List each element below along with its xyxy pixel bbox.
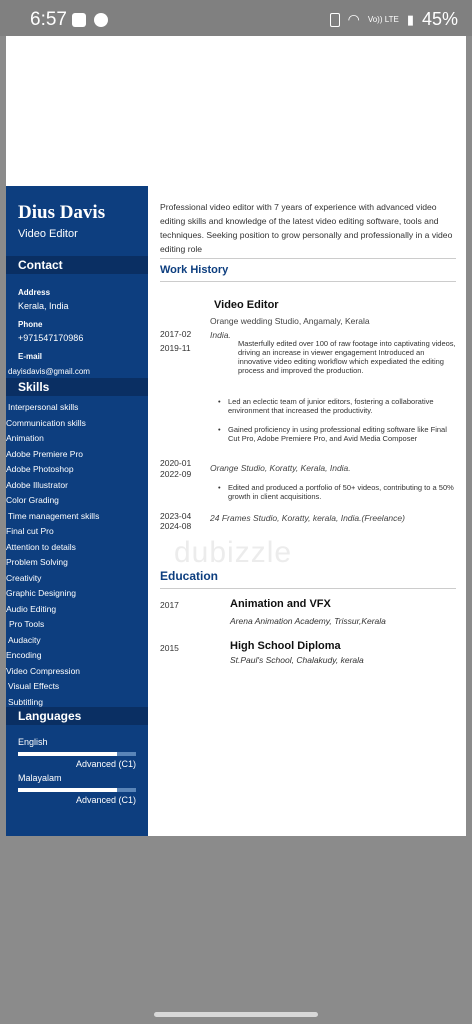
skill-item: Interpersonal skills: [8, 402, 79, 412]
resume-main: [148, 186, 466, 836]
address-value: Kerala, India: [18, 301, 69, 311]
signal-icon: ▮: [406, 11, 414, 27]
job-company: Orange Studio, Koratty, Kerala, India.: [210, 463, 351, 473]
phone-value: +971547170986: [18, 333, 84, 343]
skill-item: Visual Effects: [8, 681, 60, 691]
resume-page: [6, 36, 466, 836]
job-start-date: 2017-02: [160, 329, 192, 339]
skills-heading: Skills: [6, 378, 148, 396]
professional-summary: Professional video editor with 7 years of experience with advanced video editing skills and knowledge of the latest video editing software, tools and techniques. Seeking position to grow personally and professionally in a video editing role: [160, 202, 453, 254]
account-icon: [94, 13, 108, 27]
network-label: Vo)) LTE: [367, 15, 399, 24]
job-bullet: • Edited and produced a portfolio of 50+ videos, contributing to a 50% growth in client acquisitions.: [228, 483, 460, 501]
language-level: Advanced (C1): [75, 759, 136, 769]
skill-item: Adobe Photoshop: [6, 464, 74, 474]
skill-item: Encoding: [6, 650, 42, 660]
address-label: Address: [18, 288, 51, 297]
navigation-bar: [0, 1006, 472, 1024]
job-end-date: 2022-09: [160, 469, 192, 479]
skill-item: Communication skills: [6, 417, 86, 428]
skill-item: Problem Solving: [6, 557, 68, 567]
resume-name: Dius Davis: [18, 202, 106, 223]
education-heading: Education: [160, 569, 219, 583]
education-title: Animation and VFX: [230, 598, 331, 610]
skill-item: Color Grading: [6, 495, 59, 505]
email-value: dayisdavis@gmail.com: [8, 367, 90, 376]
skill-item: Time management skills: [8, 510, 100, 521]
language-name: Malayalam: [18, 773, 62, 783]
language-name: English: [18, 737, 48, 747]
battery-percent: 45%: [421, 9, 458, 29]
status-time: 6:57: [30, 9, 67, 30]
job-start-date: 2023-04: [160, 511, 192, 521]
language-level: Advanced (C1): [75, 795, 136, 805]
job-location: India.: [210, 330, 231, 340]
languages-heading: Languages: [6, 707, 148, 725]
skill-item: Audio Editing: [6, 603, 57, 614]
skill-item: Audacity: [8, 634, 41, 645]
skill-item: Adobe Illustrator: [6, 479, 68, 490]
language-bar-fill: [18, 752, 117, 756]
skill-item: Animation: [6, 433, 44, 443]
education-title: High School Diploma: [230, 640, 341, 652]
resume-sidebar: [6, 186, 148, 836]
education-school: St.Paul's School, Chalakudy, kerala: [230, 655, 364, 665]
language-bar-fill: [18, 788, 117, 792]
job-end-date: 2019-11: [160, 343, 191, 353]
job-bullet: • Gained proficiency in using professional editing software like Final Cut Pro, Adobe Premiere Pro, and Avid Media Composer: [228, 425, 460, 443]
skill-item: Subtitling: [8, 696, 43, 707]
job-end-date: 2024-08: [160, 521, 192, 531]
skill-item: Video Compression: [6, 665, 81, 676]
education-year: 2015: [160, 643, 179, 653]
job-title: Video Editor: [214, 299, 279, 311]
job-company: Orange wedding Studio, Angamaly, Kerala: [210, 316, 370, 326]
skill-item: Attention to details: [6, 541, 76, 552]
wifi-icon: ◠: [347, 11, 360, 27]
skill-item: Creativity: [6, 572, 42, 583]
work-history-heading: Work History: [160, 264, 229, 276]
education-school: Arena Animation Academy, Trissur,Kerala: [230, 616, 386, 626]
skill-item: Final cut Pro: [6, 526, 54, 536]
skill-item: Pro Tools: [9, 619, 45, 629]
email-label: E-mail: [18, 352, 43, 361]
divider: [160, 281, 456, 282]
divider: [160, 258, 456, 259]
divider: [160, 588, 456, 589]
watermark: dubizzle: [174, 536, 293, 569]
job-company: 24 Frames Studio, Koratty, kerala, India.(Freelance): [210, 513, 405, 523]
status-right: [330, 9, 458, 30]
job-start-date: 2020-01: [160, 458, 192, 468]
resume-job-title: Video Editor: [18, 228, 78, 240]
job-bullet: • Led an eclectic team of junior editors, fostering a collaborative environment that increased the productivity.: [228, 397, 460, 415]
language-bar: [18, 752, 136, 756]
education-year: 2017: [160, 600, 179, 610]
skill-item: Graphic Designing: [6, 588, 76, 598]
contact-heading: Contact: [6, 256, 148, 274]
skill-item: Adobe Premiere Pro: [6, 448, 84, 459]
gallery-icon: [72, 13, 86, 27]
job-description: Masterfully edited over 100 of raw footage into captivating videos, driving an increase in viewer engagement Introduced an innovative video editing workflow which expediated the editing process and improved the production.: [238, 339, 456, 375]
status-bar: [0, 0, 472, 36]
language-bar: [18, 788, 136, 792]
phone-label: Phone: [18, 320, 43, 329]
home-gesture-handle[interactable]: [154, 1012, 318, 1017]
battery-saver-icon: [330, 13, 340, 27]
